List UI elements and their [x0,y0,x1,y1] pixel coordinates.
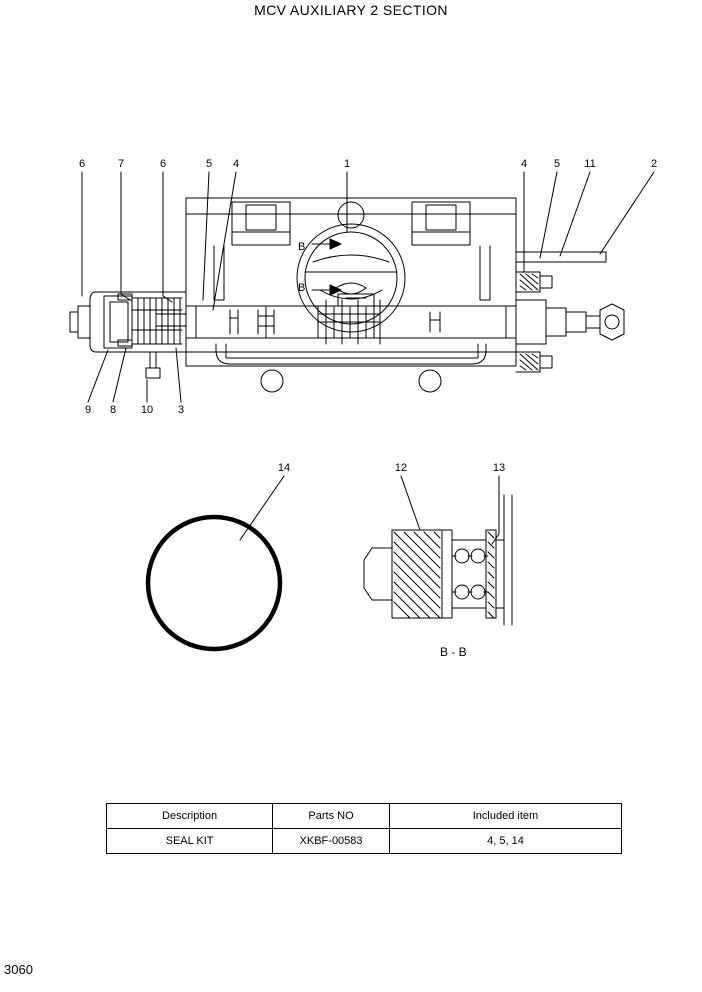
header-parts-no: Parts NO [273,804,390,829]
section-view-label: B - B [440,645,467,659]
callout-4-b: 4 [520,158,528,170]
section-mark-b-lower: B [298,282,306,294]
callout-11: 11 [584,158,596,170]
parts-table [106,803,622,854]
cell-parts-no: XKBF-00583 [273,829,390,854]
table-header-row [107,804,622,829]
callout-14: 14 [277,462,291,474]
callout-8: 8 [109,404,117,416]
table-row [107,829,622,854]
callout-5-b: 5 [553,158,561,170]
callout-12: 12 [394,462,408,474]
callout-1: 1 [343,158,351,170]
callout-6-b: 6 [159,158,167,170]
cell-included-item: 4, 5, 14 [389,829,621,854]
callout-6-a: 6 [78,158,86,170]
callout-13: 13 [492,462,506,474]
callout-4-a: 4 [232,158,240,170]
header-included-item: Included item [389,804,621,829]
header-description: Description [107,804,273,829]
callout-7: 7 [117,158,125,170]
section-mark-b-upper: B [298,241,306,253]
callout-10: 10 [140,404,154,416]
callout-5-a: 5 [205,158,213,170]
callout-9: 9 [84,404,92,416]
callout-2: 2 [650,158,658,170]
callout-3: 3 [177,404,185,416]
sheet-number: 3060 [4,962,33,977]
page-title: MCV AUXILIARY 2 SECTION [254,2,448,18]
cell-description: SEAL KIT [107,829,273,854]
